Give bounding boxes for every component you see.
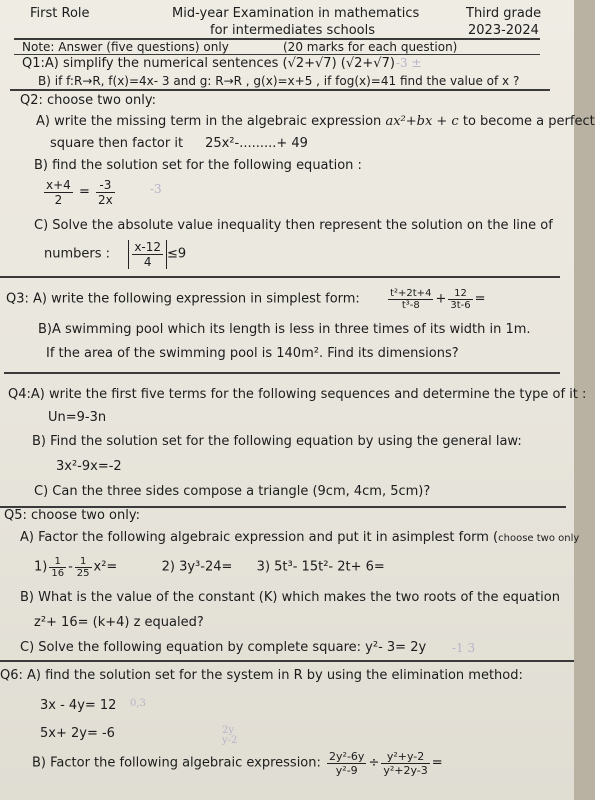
q2-a-line2 [50, 136, 308, 152]
q6-b-fraction-2: $\frac{\text{y²+y-2}}{\text{y²+2y-3}}$ [383, 750, 428, 777]
q5-a2: 2) 3y³-24= [161, 559, 233, 575]
q3-a-text: Q3: A) write the following expression in simplest form: [6, 291, 360, 307]
q2-c-rhs: ≤9 [167, 246, 187, 262]
q3-a-fraction-1: $\frac{\text{t²+2t+4}}{\text{t³-8}}$ [390, 288, 432, 311]
q4-c: C) Can the three sides compose a triangle (9cm, 4cm, 5cm)? [34, 484, 431, 499]
q5-a-choose-note: choose two only [498, 533, 580, 544]
q4-b: B) Find the solution set for the following equation by using the general law: [32, 434, 522, 449]
pencil-mark-5: 2y y-2 [222, 725, 238, 746]
q4-b-equation: 3x²-9x=-2 [56, 459, 122, 474]
q5-a1-label: 1) [34, 559, 48, 575]
q5-b-line1: B) What is the value of the constant (K) which makes the two roots of the equation [20, 590, 560, 605]
q5-a [20, 530, 579, 547]
exam-subtitle: for intermediates schools [210, 23, 376, 38]
q2-c-line2 [44, 240, 186, 276]
pencil-mark-3: -1 3 [452, 641, 476, 655]
q1-rule [10, 89, 550, 91]
q2-a-text: A) write the missing term in the algebraic expression [36, 114, 386, 129]
q6-b-fraction-1: $\frac{\text{2y²-6y}}{\text{y²-9}}$ [329, 750, 365, 777]
q2-rule [0, 276, 560, 278]
q2-b: B) find the solution set for the following equation : [34, 158, 362, 173]
q6-b: B) Factor the following algebraic expression: $\frac{\text{2y²-6y}}{\text{y²-9}}$ ÷ $\frac{\text{y²+y-2}}{\text{y²+2y-3}}$ = [32, 750, 443, 777]
note-rule [14, 54, 540, 55]
q2-a-line1 [36, 114, 595, 130]
q5-a-text: A) Factor the following algebraic expression and put it in asimplest form ( [20, 530, 499, 545]
exam-title: Mid-year Examination in mathematics [172, 6, 420, 21]
q3-b-line1: B)A swimming pool which its length is less in three times of its width in 1m. [38, 322, 531, 337]
q3-rule [4, 372, 560, 374]
q2-b-fraction-left: $\frac{x+4}{2}$ [46, 178, 71, 207]
q2-a-expr: ax²+bx + c [385, 114, 459, 129]
q2-a-square-expr: 25x²-.........+ 49 [205, 136, 308, 151]
pencil-mark-4: 0,3 [130, 698, 146, 709]
q3-b-line2: If the area of the swimming pool is 140m². Find its dimensions? [46, 346, 459, 361]
q2-c-absolute: $\frac{x-12}{4}$ [128, 240, 167, 269]
q4-a: Q4:A) write the first five terms for the following sequences and determine the type of it : [8, 387, 587, 402]
q5-a3: 3) 5t³- 15t²- 2t+ 6= [256, 559, 385, 575]
q2-a-square-text: square then factor it [50, 136, 184, 151]
q2-a-text-end: to become a perfect [458, 114, 595, 129]
q6-a-eq1: 3x - 4y= 12 [40, 698, 117, 713]
answer-note: Note: Answer (five questions) only [22, 40, 229, 54]
grade-label: Third grade [466, 6, 542, 21]
q5-rule [0, 660, 574, 662]
q2-b-equation: $\frac{x+4}{2}$ = $\frac{-3}{2x}$ [46, 178, 113, 207]
marks-note: (20 marks for each question) [283, 40, 458, 54]
q1-a-prefix: Q1:A) simplify the numerical sentences ( [22, 56, 288, 71]
pencil-mark-1: -3 ± [396, 56, 422, 70]
pencil-mark-2: -3 [150, 182, 162, 196]
q5-a1-fraction-1: $\frac{1}{16}$ [51, 556, 65, 579]
q6-a: Q6: A) find the solution set for the system in R by using the elimination method: [0, 668, 523, 683]
q2-c-numbers-label: numbers : [44, 246, 111, 262]
q6-a-eq2: 5x+ 2y= -6 [40, 726, 115, 741]
q3-a-fraction-2: $\frac{12}{3t-6}$ [450, 288, 471, 311]
school-year: 2023-2024 [468, 23, 539, 38]
q1-a-expr: √2+√7) (√2+√7) [287, 56, 395, 71]
q2-title: Q2: choose two only: [20, 93, 156, 108]
q4-a-sequence: Un=9-3n [48, 410, 107, 425]
q3-a: Q3: A) write the following expression in simplest form: $\frac{\text{t²+2t+4}}{\text{t³-8}}$ + $\frac{12}{3t-6}$ = [6, 288, 486, 311]
q6-b-text: B) Factor the following algebraic expression: [32, 755, 321, 771]
q1-a [22, 56, 395, 72]
q5-a1-fraction-2: $\frac{1}{25}$ [76, 556, 90, 579]
q1-b: B) if f:R→R, f(x)=4x- 3 and g: R→R , g(x)=x+5 , if fog(x)=41 find the value of x ? [38, 74, 520, 88]
q5-c: C) Solve the following equation by complete square: y²- 3= 2y [20, 640, 427, 655]
q5-title: Q5: choose two only: [4, 508, 140, 523]
header-left: First Role [30, 6, 90, 21]
q5-a1-tail: x²= [93, 559, 118, 575]
q5-b-line2: z²+ 16= (k+4) z equaled? [34, 615, 204, 630]
q5-a-items: 1) $\frac{1}{16}$ - $\frac{1}{25}$ x²= 2) 3y³-24= 3) 5t³- 15t²- 2t+ 6= [34, 556, 385, 579]
q2-b-fraction-right: $\frac{-3}{2x}$ [97, 178, 113, 207]
q2-c-line1: C) Solve the absolute value inequality then represent the solution on the line of [34, 218, 553, 233]
